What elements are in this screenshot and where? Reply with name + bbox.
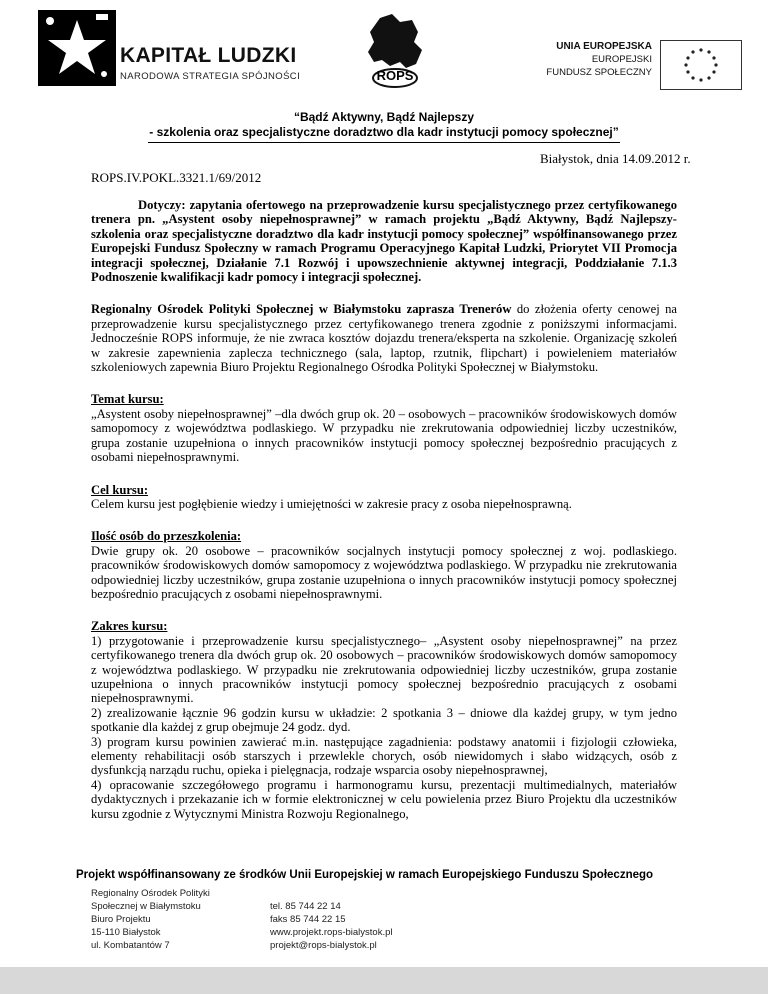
kapital-ludzki-star-icon bbox=[36, 8, 118, 88]
subject-paragraph: Dotyczy: zapytania ofertowego na przeprowadzenie kursu specjalistycznego przez certyfikowanego trenera pn. „Asystent osoby niepełnosprawnej” w ramach projektu „Bądź Aktywny, Bądź Najlepszy- szkolenia oraz specjalistyczne doradztwo dla kadr instytucji pomocy społecznej” współfinansowanego przez Europejski Fundusz Społeczny w ramach Programu Operacyjnego Kapitał Ludzki, Priorytet VII Promocja integracji społecznej, Działanie 7.1 Rozwój i upowszechnienie aktywnej integracji, Poddziałanie 7.1.3 Podnoszenie kwalifikacji kadr pomocy i integracji społecznej. bbox=[91, 198, 677, 285]
footer-addr-line: ul. Kombatantów 7 bbox=[91, 940, 170, 951]
temat-heading: Temat kursu: bbox=[91, 392, 164, 407]
footer-addr-line: 15-110 Białystok bbox=[91, 927, 161, 938]
page-bottom-band bbox=[0, 967, 768, 994]
cel-heading: Cel kursu: bbox=[91, 482, 149, 497]
footer-fax: faks 85 744 22 15 bbox=[270, 914, 346, 925]
rops-logo-text: ROPS bbox=[376, 68, 414, 83]
ilosc-heading: Ilość osób do przeszkolenia: bbox=[91, 529, 242, 544]
rops-logo bbox=[360, 12, 430, 92]
eu-logo-block bbox=[540, 40, 740, 90]
kapital-ludzki-title: KAPITAŁ LUDZKI bbox=[120, 44, 297, 67]
intro-bold: Regionalny Ośrodek Polityki Społecznej w Białymstoku zaprasza Trenerów bbox=[91, 302, 512, 317]
zakres-item: 3) program kursu powinien zawierać m.in. następujące zagadnienia: podstawy anatomii i fizjologii człowieka, elementy rehabilitacji osób starszych i przewlekle chorych, osób niewidomych i słabo widzących, osób z dysfunkcją narządu ruchu, opieka i pielęgnacja, rodzaje wsparcia osoby niepełnosprawnej, bbox=[91, 734, 677, 778]
kapital-ludzki-subtitle: NARODOWA STRATEGIA SPÓJNOŚCI bbox=[120, 71, 301, 82]
project-title-line1: “Bądź Aktywny, Bądź Najlepszy bbox=[293, 110, 475, 124]
footer-addr-line: Regionalny Ośrodek Polityki bbox=[91, 888, 210, 899]
footer-addr-line: Biuro Projektu bbox=[91, 914, 151, 925]
kapital-ludzki-logo bbox=[36, 8, 301, 88]
document-date: Białystok, dnia 14.09.2012 r. bbox=[540, 151, 691, 166]
eu-logo-text bbox=[540, 40, 652, 79]
eu-line3: FUNDUSZ SPOŁECZNY bbox=[546, 67, 652, 78]
eu-line2: EUROPEJSKI bbox=[591, 54, 652, 65]
footer-www-link[interactable]: www.projekt.rops-bialystok.pl bbox=[270, 927, 393, 938]
footer-contact bbox=[270, 900, 393, 952]
zakres-item: 4) opracowanie szczegółowego programu i harmonogramu kursu, prezentacji multimedialnych, materiałów dydaktycznych i przekazanie ich w formie elektronicznej w celu powielenia przez Biuro Projektu dla uczestników kursu zgodnie z Wytycznymi Ministra Rozwoju Regionalnego, bbox=[91, 777, 677, 821]
letter-body bbox=[91, 198, 677, 821]
intro-text: do złożenia oferty cenowej na przeprowadzenie kursu specjalistycznego przez certyfikowanego trenera zgodnie z poniższymi informacjami. Jednocześnie ROPS informuje, że nie zwraca kosztów dojazdu trenera/eksperta na szkolenie. Organizację szkoleń w zakresie zapewnienia zaplecza technicznego (sala, laptop, rzutnik, flipchart) i powieleniem materiałów szkoleniowych zapewnia Biuro Projektu Regionalnego Ośrodka Polityki Społecznej w Białymstoku. bbox=[91, 302, 677, 375]
eu-flag-icon bbox=[660, 40, 742, 90]
zakres-heading: Zakres kursu: bbox=[91, 619, 168, 634]
zakres-item: 1) przygotowanie i przeprowadzenie kursu specjalistycznego– „Asystent osoby niepełnosprawnej” na przez certyfikowanego trenera dla dwóch grup ok. 20 osobowych – pracowników środowiskowych domów samopomocy z województwa podlaskiego. W przypadku nie zrekrutowania odpowiedniej liczby uczestników, grupa zostanie uzupełniona o innych pracowników instytucji pomocy społecznej bezpośrednio pracujących z osobami niepełnosprawnymi. bbox=[91, 633, 677, 706]
eu-title: UNIA EUROPEJSKA bbox=[556, 41, 652, 52]
document-reference: ROPS.IV.POKL.3321.1/69/2012 bbox=[91, 170, 262, 185]
project-title bbox=[0, 110, 768, 140]
footer-email-link[interactable]: projekt@rops-bialystok.pl bbox=[270, 940, 377, 951]
footer-tel: tel. 85 744 22 14 bbox=[270, 901, 341, 912]
ilosc-text: Dwie grupy ok. 20 osobowe – pracowników socjalnych instytucji pomocy społecznej z woj. podlaskiego. pracowników środowiskowych domów samopomocy z województwa podlaskiego. W przypadku nie zrekrutowania odpowiedniej liczby uczestników, grupa zostanie uzupełniona o innych pracowników instytucji pomocy społecznej bezpośrednio pracujących z osobami niepełnosprawnymi. bbox=[91, 543, 677, 601]
footer-funding-note: Projekt współfinansowany ze środków Unii Europejskiej w ramach Europejskiego Funduszu Społecznego bbox=[76, 869, 654, 881]
project-title-line2: - szkolenia oraz specjalistyczne doradztwo dla kadr instytucji pomocy społecznej” bbox=[149, 125, 619, 139]
footer-address bbox=[91, 887, 210, 952]
project-title-underline bbox=[148, 142, 620, 143]
zakres-item: 2) zrealizowanie łącznie 96 godzin kursu w układzie: 2 spotkania 3 – dniowe dla każdej grupy, w tym jedno spotkanie dla każdej z grup obejmuje 24 godz. dyd. bbox=[91, 705, 677, 735]
intro-paragraph bbox=[91, 302, 677, 374]
footer-addr-line: Społecznej w Białymstoku bbox=[91, 901, 201, 912]
temat-text: „Asystent osoby niepełnosprawnej” –dla dwóch grup ok. 20 – osobowych – pracowników środowiskowych domów samopomocy z województwa podlaskiego. W przypadku nie zrekrutowania odpowiedniej liczby uczestników, grupa zostanie uzupełniona o innych pracowników instytucji pomocy społecznej bezpośrednio pracujących z osobami niepełnosprawnymi. bbox=[91, 406, 677, 465]
cel-text: Celem kursu jest pogłębienie wiedzy i umiejętności w zakresie pracy z osoba niepełnosprawną. bbox=[91, 496, 572, 511]
letterhead bbox=[0, 0, 768, 108]
